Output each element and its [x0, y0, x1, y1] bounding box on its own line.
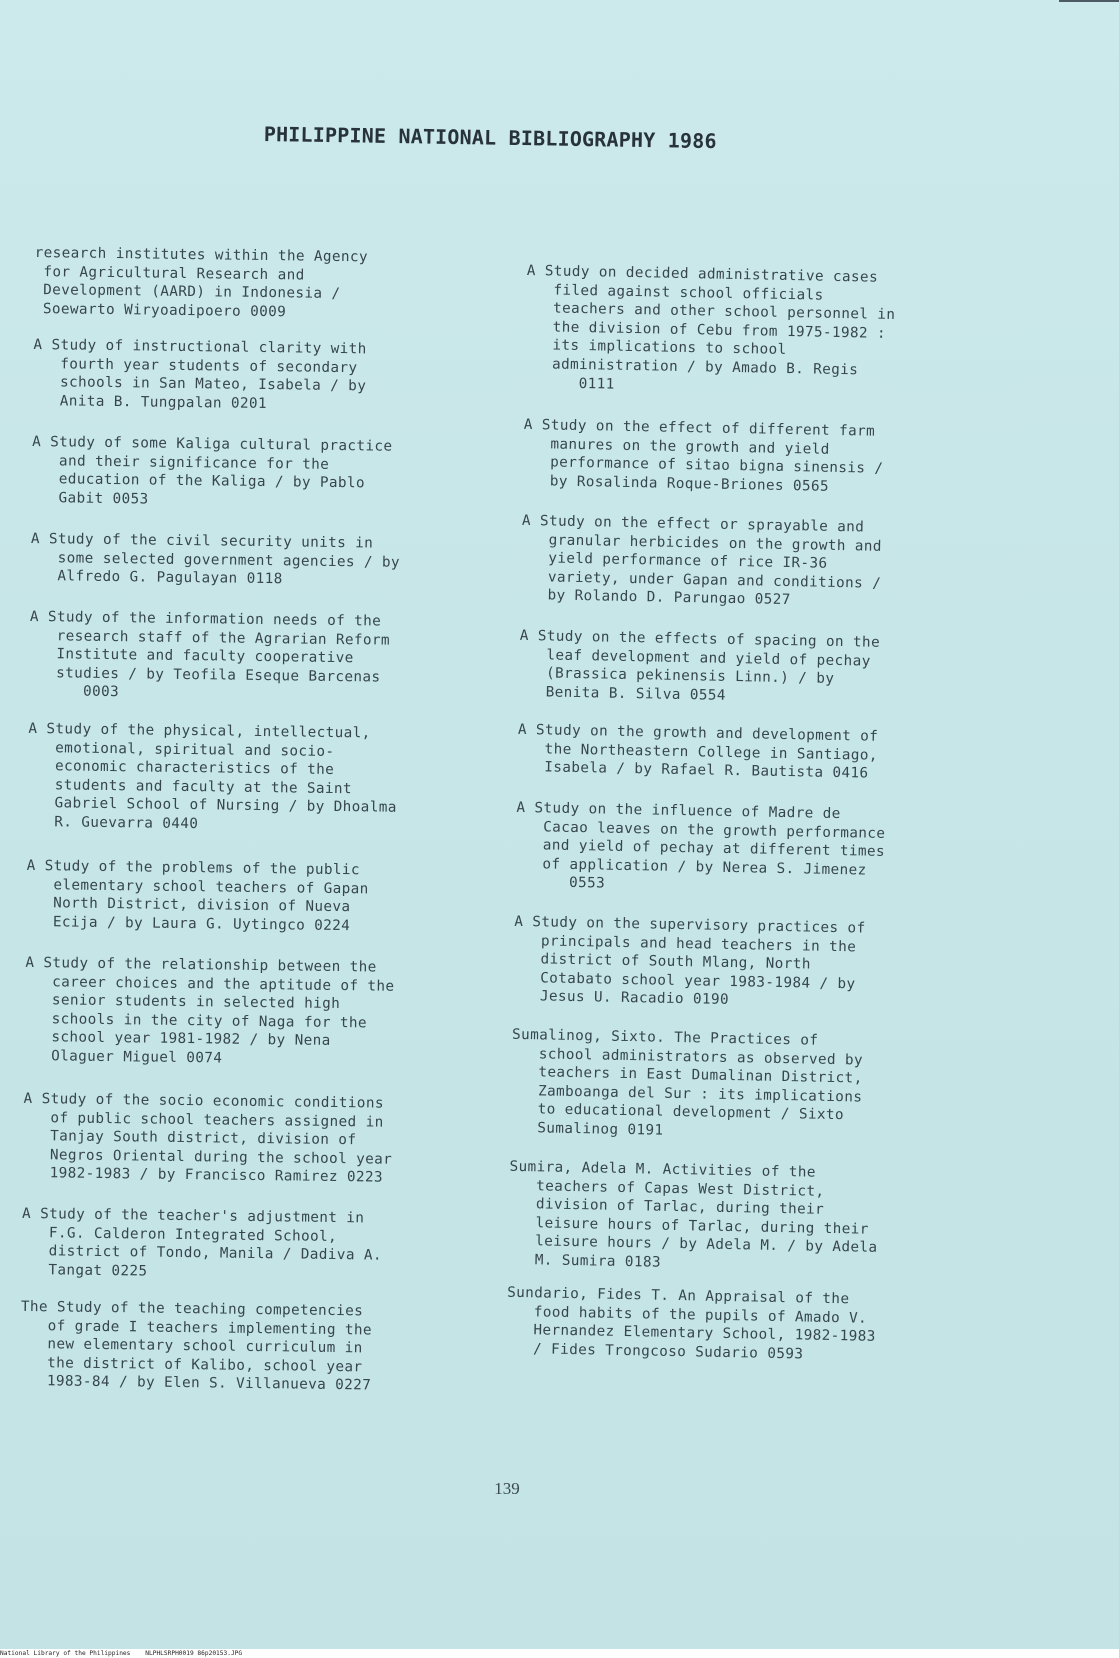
bibliography-entry: A Study of the civil security units in some selected government agencies / by Alfredo G. Pagulayan 0118: [30, 530, 401, 588]
bibliography-entry: The Study of the teaching competencies of grade I teachers implementing the new elementary school curriculum in the district of Kalibo, school year 1983-84 / by Elen S. Villanueva 0227: [19, 1298, 373, 1394]
bibliography-entry: A Study of the physical, intellectual, emotional, spiritual and socio- economic characteristics of the students and faculty at the Saint Gabriel School of Nursing / by Dhoalma R. Guevarra 0440: [27, 720, 397, 833]
bibliography-entry: A Study on the growth and development of the Northeastern College in Santiago, Isabela / by Rafael R. Bautista 0416: [517, 721, 879, 782]
bibliography-entry: Sumalinog, Sixto. The Practices of school administrators as observed by teachers in East Dumalinan District, Zamboanga del Sur : its implications to educational development / Sixto Sumalinog 0191: [510, 1026, 864, 1139]
bibliography-entry: A Study of the teacher's adjustment in F.G. Calderon Integrated School, district of Tondo, Manila / Dadiva A. Tangat 0225: [21, 1205, 383, 1280]
bibliography-entry: A Study on the supervisory practices of principals and head teachers in the district of South Mlang, North Cotabato school year 1983-1984 / by Jesus U. Racadio 0190: [512, 913, 866, 1009]
bibliography-entry: A Study of the problems of the public elementary school teachers of Gapan North District, division of Nueva Ecija / by Laura G. Uytingco 0224: [25, 857, 369, 934]
bibliography-entry: Sumira, Adela M. Activities of the teachers of Capas West District, division of Tarlac, during their leisure hours of Tarlac, during their leisure hours / by Adela M. / by Adela M. Sumira 0183: [507, 1158, 878, 1271]
bibliography-entry: Sundario, Fides T. An Appraisal of the food habits of the pupils of Amado V. Hernandez Elementary School, 1982-1983 / Fides Trongcoso Sudario 0593: [505, 1284, 876, 1363]
footer-caption: National Library of the Philippines NLPHLSRPH0019 86p20153.JPG: [0, 1650, 243, 1657]
bibliography-entry: A Study of the socio economic conditions of public school teachers assigned in Tanjay South district, division of Negros Oriental during the school year 1982-1983 / by Francisco Ramirez 0223: [22, 1090, 393, 1186]
bibliography-entry: A Study on decided administrative cases filed against school officials teachers and other school personnel in the division of Cebu from 1975-1982 : its implications to school administration / by Amado B. Regis 0111: [524, 262, 896, 393]
bibliography-entry: A Study on the influence of Madre de Cacao leaves on the growth performance and yield of pechay at different times of application / by Nerea S. Jimenez 0553: [514, 799, 886, 892]
bibliography-entry: A Study of the relationship between the career choices and the aptitude of the senior students in selected high schools in the city of Naga for the school year 1981-1982 / by Nena Olaguer Miguel 0074: [24, 954, 395, 1067]
corner-rule: [1059, 0, 1119, 2]
bibliography-entry: A Study of instructional clarity with fourth year students of secondary schools in San Mateo, Isabela / by Anita B. Tungpalan 0201: [32, 336, 367, 412]
right-column: [505, 0, 992, 1363]
bibliography-entry: A Study of the information needs of the research staff of the Agrarian Reform Institute and faculty cooperative studies / by Teofila Eseque Barcenas 0003: [28, 608, 391, 701]
bibliography-entry: A Study on the effect of different farm manures on the growth and yield performance of sitao bigna sinensis / by Rosalinda Roque-Briones 0565: [522, 416, 884, 495]
bibliography-entry: research institutes within the Agency for Agricultural Research and Development (AARD) in Indonesia / Soewarto Wiryoadipoero 0009: [33, 244, 369, 321]
bibliography-entry: A Study on the effects of spacing on the leaf development and yield of pechay (Brassica pekinensis Linn.) / by Benita B. Silva 0554: [518, 627, 881, 704]
page-title: PHILIPPINE NATIONAL BIBLIOGRAPHY 1986: [263, 122, 717, 154]
bibliography-entry: A Study of some Kaliga cultural practice and their significance for the education of the Kaliga / by Pablo Gabit 0053: [31, 433, 393, 508]
bibliography-entry: A Study on the effect or sprayable and granular herbicides on the growth and yield performance of rice IR-36 variety, under Gapan and conditions / by Rolando D. Parungao 0527: [520, 512, 883, 609]
page-number: 139: [494, 1479, 520, 1498]
